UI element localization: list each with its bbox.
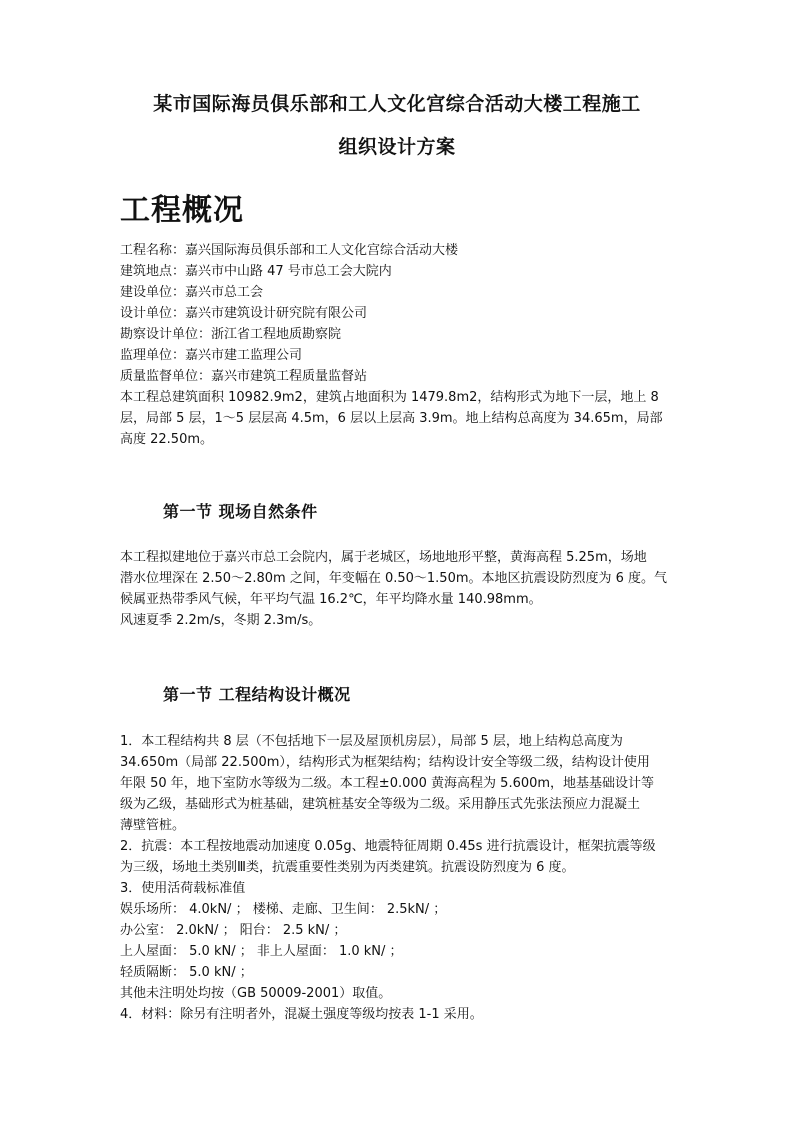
overview-line: 质量监督单位：嘉兴市建筑工程质量监督站: [120, 369, 368, 384]
overview-line: 监理单位：嘉兴市建工监理公司: [120, 348, 303, 363]
overview-line: 建设单位：嘉兴市总工会: [120, 285, 264, 300]
overview-line: 设计单位：嘉兴市建筑设计研究院有限公司: [120, 306, 368, 321]
section-2-line: 轻质隔断： 5.0 kN/ ；: [120, 965, 253, 980]
overview-block: [120, 240, 680, 450]
section-2-line: 年限 50 年，地下室防水等级为二级。本工程±0.000 黄海高程为 5.600m，地基基础设计等: [120, 776, 655, 791]
overview-line: 高度 22.50m。: [120, 432, 214, 447]
section-2-line: 其他未注明处均按（GB 50009-2001）取值。: [120, 986, 392, 1001]
section-2-line: 为三级，场地土类别Ⅲ类，抗震重要性类别为丙类建筑。抗震设防烈度为 6 度。: [120, 860, 575, 875]
section-2-line: 上人屋面： 5.0 kN/ ； 非上人屋面： 1.0 kN/ ；: [120, 944, 403, 959]
overview-line: 工程名称：嘉兴国际海员俱乐部和工人文化宫综合活动大楼: [120, 243, 459, 258]
document-title-line-1: 某市国际海员俱乐部和工人文化宫综合活动大楼工程施工: [153, 93, 641, 115]
section-1-line: 本工程拟建地位于嘉兴市总工会院内，属于老城区，场地地形平整，黄海高程 5.25m，场地: [120, 550, 647, 565]
overview-heading: 工程概况: [120, 193, 244, 228]
overview-line: 本工程总建筑面积 10982.9m2，建筑占地面积为 1479.8m2，结构形式为地下一层，地上 8: [120, 390, 659, 405]
section-2-line: 薄壁管桩。: [120, 818, 186, 833]
section-2-body: [120, 731, 680, 1025]
section-2-line: 级为乙级，基础形式为桩基础，建筑桩基安全等级为二级。采用静压式先张法预应力混凝土: [120, 797, 641, 812]
section-1-body: [120, 547, 680, 631]
overview-line: 建筑地点：嘉兴市中山路 47 号市总工会大院内: [120, 264, 392, 279]
section-1-line: 潜水位埋深在 2.50～2.80m 之间，年变幅在 0.50～1.50m。本地区抗震设防烈度为 6 度。气: [120, 571, 668, 586]
section-1-line: 风速夏季 2.2m/s，冬期 2.3m/s。: [120, 613, 322, 628]
section-2-line: 1．本工程结构共 8 层（不包括地下一层及屋顶机房层），局部 5 层，地上结构总高度为: [120, 734, 623, 749]
section-2-line: 34.650m（局部 22.500m），结构形式为框架结构；结构设计安全等级二级，结构设计使用: [120, 755, 650, 770]
section-2-line: 3．使用活荷载标准值: [120, 881, 246, 896]
document-title-line-2: 组织设计方案: [338, 136, 456, 158]
section-1-line: 候属亚热带季风气候，年平均气温 16.2℃，年平均降水量 140.98mm。: [120, 592, 542, 607]
section-2-line: 娱乐场所： 4.0kN/ ； 楼梯、走廊、卫生间： 2.5kN/ ；: [120, 902, 447, 917]
section-2-line: 2．抗震：本工程按地震动加速度 0.05g、地震特征周期 0.45s 进行抗震设计，框架抗震等级: [120, 839, 656, 854]
section-1-heading: 第一节 现场自然条件: [163, 502, 318, 521]
section-2-heading: 第一节 工程结构设计概况: [163, 685, 351, 704]
overview-line: 勘察设计单位：浙江省工程地质勘察院: [120, 327, 342, 342]
section-2-line: 4．材料：除另有注明者外，混凝土强度等级均按表 1-1 采用。: [120, 1007, 483, 1022]
section-2-line: 办公室： 2.0kN/ ； 阳台： 2.5 kN/ ；: [120, 923, 347, 938]
overview-line: 层，局部 5 层，1～5 层层高 4.5m，6 层以上层高 3.9m。地上结构总高度为 34.65m，局部: [120, 411, 663, 426]
